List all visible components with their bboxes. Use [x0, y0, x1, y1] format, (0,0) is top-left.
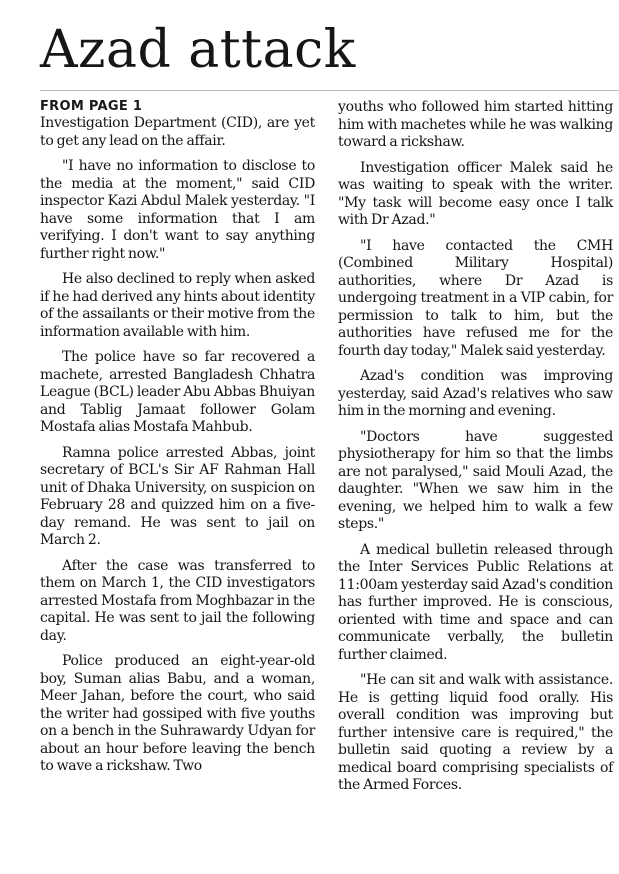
paragraph: "I have no information to disclose to the media at the moment," said CID inspector Kazi Abdul Malek yesterday. "I have some information that I am verifying. I don't want to say anything further right now." — [40, 158, 315, 262]
paragraph: A medical bulletin released through the Inter Services Public Relations at 11:00am yesterday said Azad's condition has further improved. He is conscious, oriented with time and space and can communicate verbally, the bulletin further claimed. — [338, 541, 613, 663]
headline-rule — [40, 90, 619, 91]
paragraph: After the case was transferred to them on March 1, the CID investigators arrested Mostafa from Moghbazar in the capital. He was sent to jail the following day. — [40, 557, 315, 644]
paragraph: "Doctors have suggested physiotherapy for him so that the limbs are not paralysed," said Mouli Azad, the daughter. "When we saw him in the evening, we helped him to walk a few steps." — [338, 428, 613, 532]
paragraph: "I have contacted the CMH (Combined Military Hospital) authorities, where Dr Azad is undergoing treatment in a VIP cabin, for permission to talk to him, but the authorities have refused me for the fourth day today," Malek said yesterday. — [338, 237, 613, 359]
paragraph: Police produced an eight-year-old boy, Suman alias Babu, and a woman, Meer Jahan, before the court, who said the writer had gossiped with five youths on a bench in the Suhrawardy Udyan for about an hour before leaving the bench to wave a rickshaw. Two — [40, 653, 315, 774]
headline: Azad attack — [40, 20, 356, 80]
paragraph: Investigation officer Malek said he was waiting to speak with the writer. "My task will become easy once I talk with Dr Azad." — [338, 159, 613, 228]
paragraph: Ramna police arrested Abbas, joint secretary of BCL's Sir AF Rahman Hall unit of Dhaka University, on suspicion on February 28 and quizzed him on a five-day remand. He was sent to jail on March 2. — [40, 444, 315, 548]
right-column — [338, 99, 613, 803]
paragraph: "He can sit and walk with assistance. He is getting liquid food orally. His overall condition was improving but further intensive care is required," the bulletin said quoting a review by a medical board comprising specialists of the Armed Forces. — [338, 672, 613, 793]
jump-label: FROM PAGE 1 — [40, 99, 143, 114]
paragraph: Investigation Department (CID), are yet to get any lead on the affair. — [40, 115, 315, 149]
paragraph: Azad's condition was improving yesterday, said Azad's relatives who saw him in the morning and evening. — [338, 368, 613, 419]
paragraph: The police have so far recovered a machete, arrested Bangladesh Chhatra League (BCL) leader Abu Abbas Bhuiyan and Tablig Jamaat follower Golam Mostafa alias Mostafa Mahbub. — [40, 349, 315, 435]
left-column — [40, 99, 315, 784]
paragraph: youths who followed him started hitting him with machetes while he was walking toward a rickshaw. — [338, 99, 613, 150]
paragraph: He also declined to reply when asked if he had derived any hints about identity of the assailants or their motive from the information available with him. — [40, 271, 315, 340]
